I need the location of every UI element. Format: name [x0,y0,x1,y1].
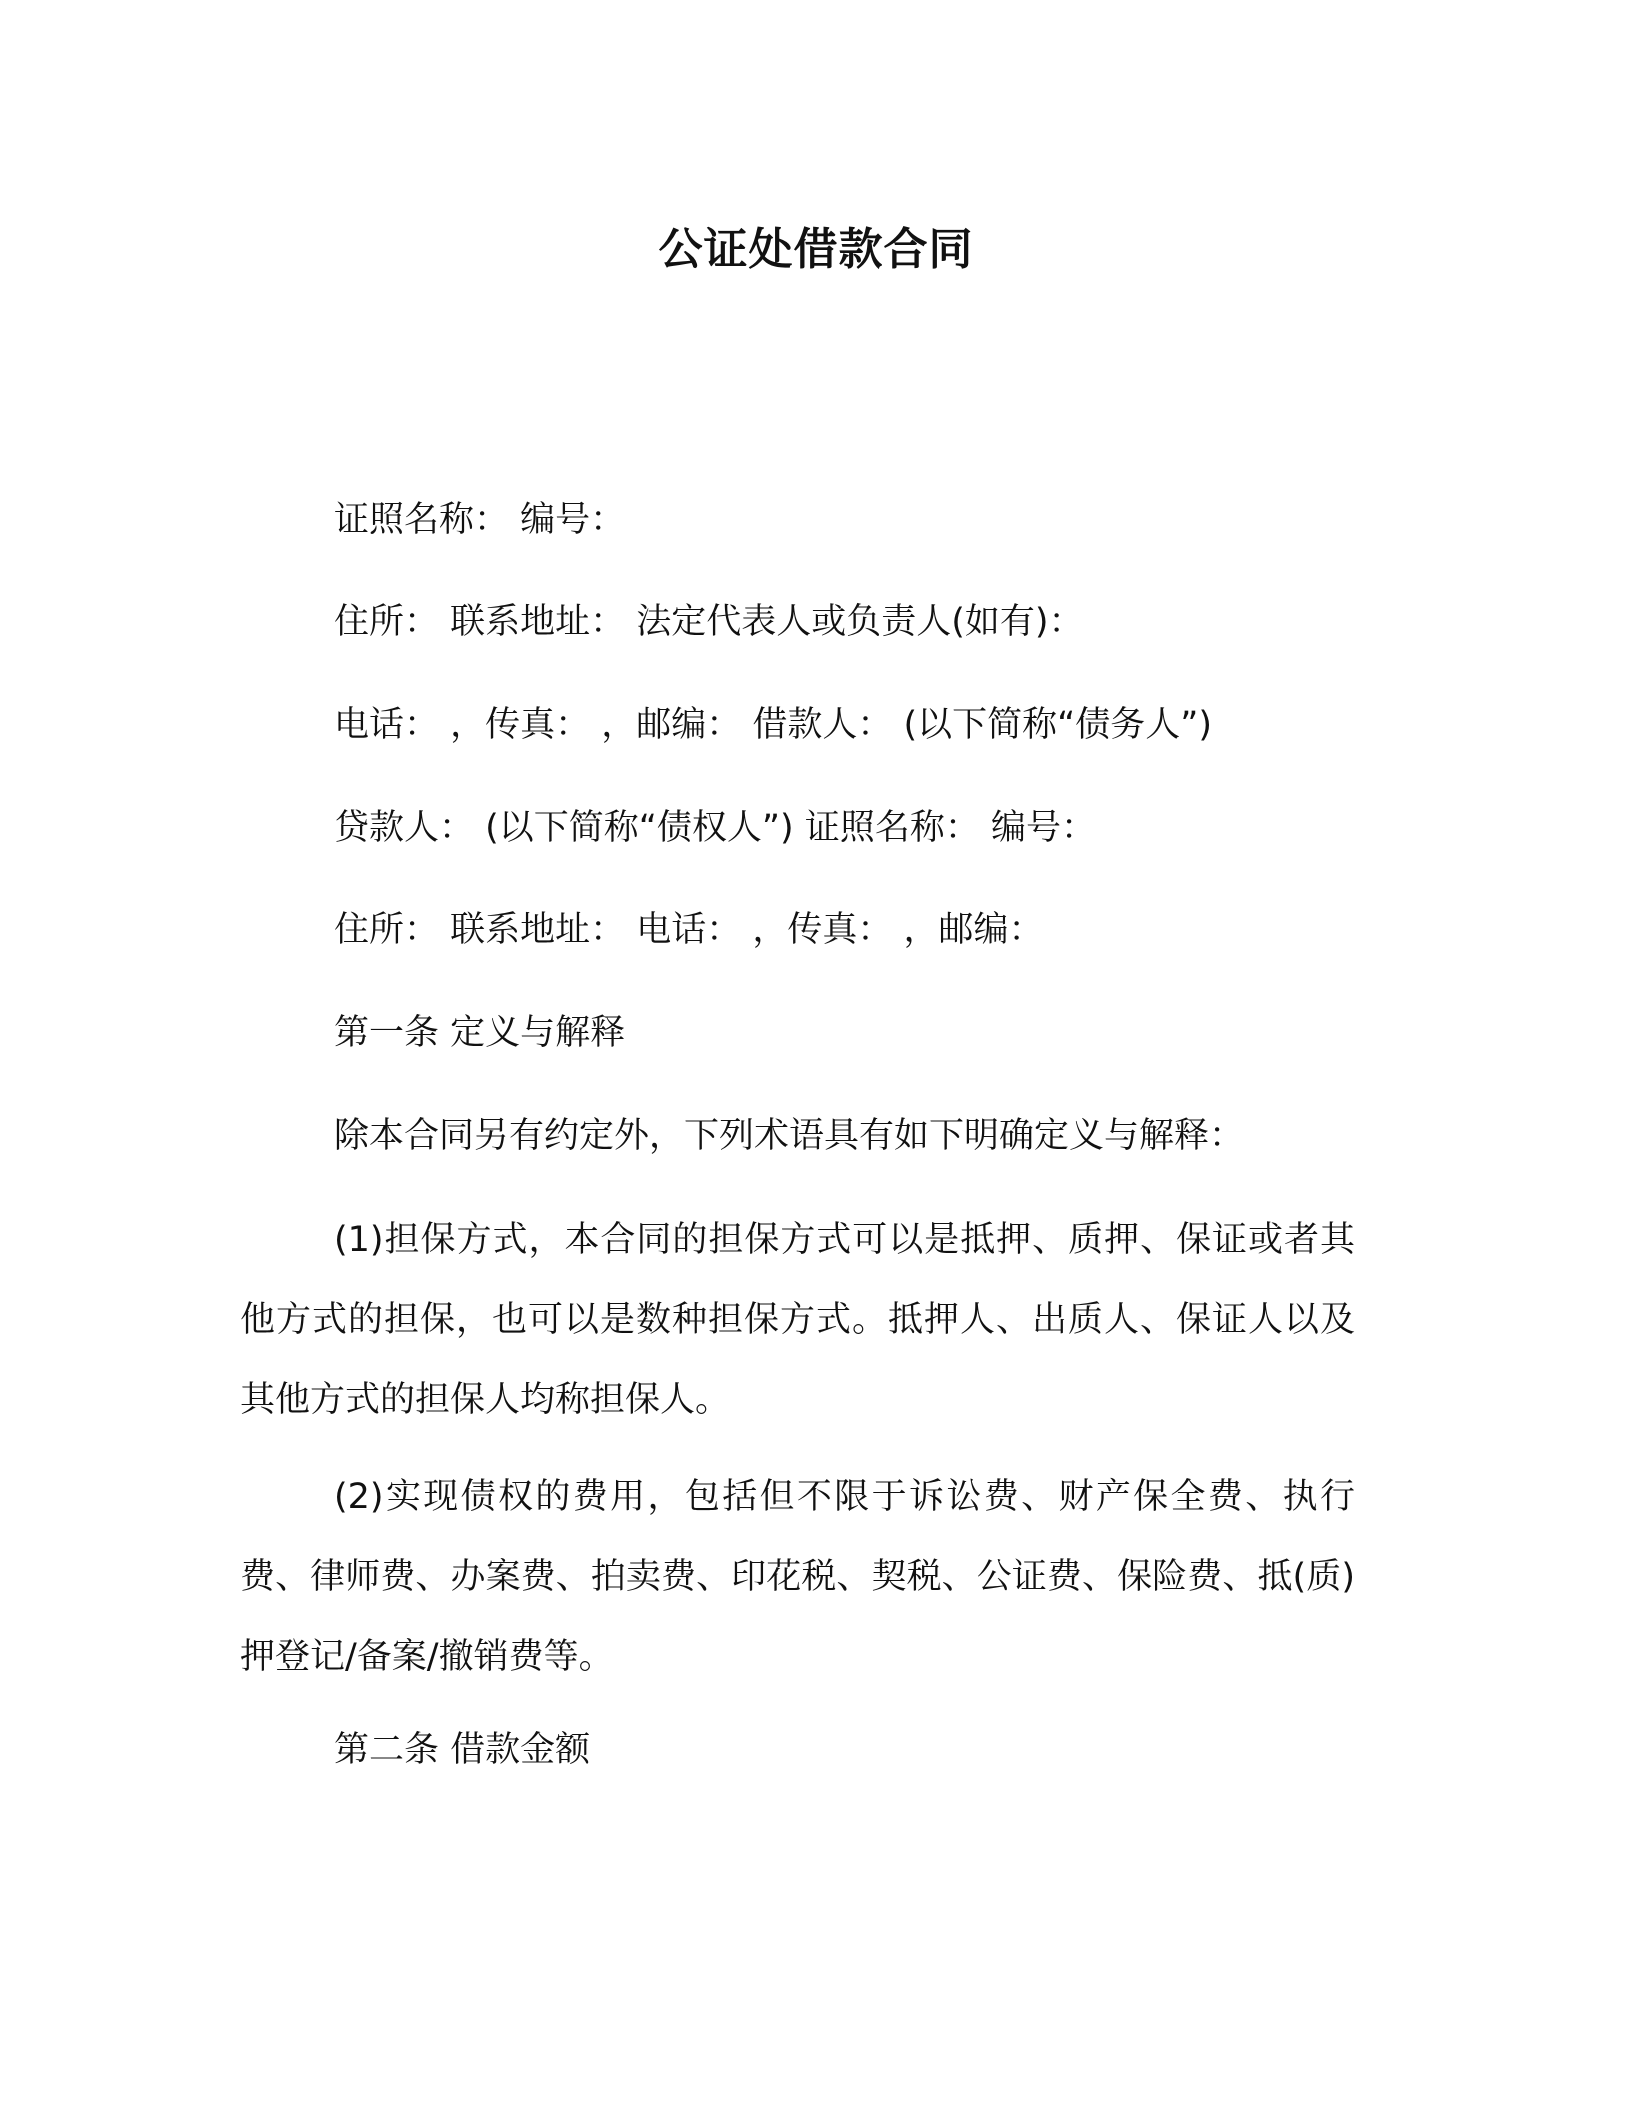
header-line-2: 住所： 联系地址： 法定代表人或负责人(如有)： [334,602,1084,642]
article-2-heading: 第二条 借款金额 [334,1730,591,1770]
header-line-4: 贷款人： (以下简称“债权人”) 证照名称： 编号： [334,808,1096,848]
document-title: 公证处借款合同 [658,224,974,275]
header-line-5: 住所： 联系地址： 电话： ，传真： ，邮编： [334,910,1044,950]
header-line-1: 证照名称： 编号： [334,500,626,540]
definition-paragraph-2: (2)实现债权的费用，包括但不限于诉讼费、财产保全费、执行费、律师费、办案费、拍卖费、印花税、契税、公证费、保险费、抵(质)押登记/备案/撤销费等。 [240,1477,1355,1677]
header-line-3: 电话： ，传真： ，邮编： 借款人： (以下简称“债务人”) [334,705,1213,745]
article-1-intro: 除本合同另有约定外，下列术语具有如下明确定义与解释： [334,1116,1245,1156]
definition-paragraph-1: (1)担保方式，本合同的担保方式可以是抵押、质押、保证或者其他方式的担保，也可以是数种担保方式。抵押人、出质人、保证人以及其他方式的担保人均称担保人。 [240,1220,1355,1420]
article-1-heading: 第一条 定义与解释 [334,1013,626,1053]
